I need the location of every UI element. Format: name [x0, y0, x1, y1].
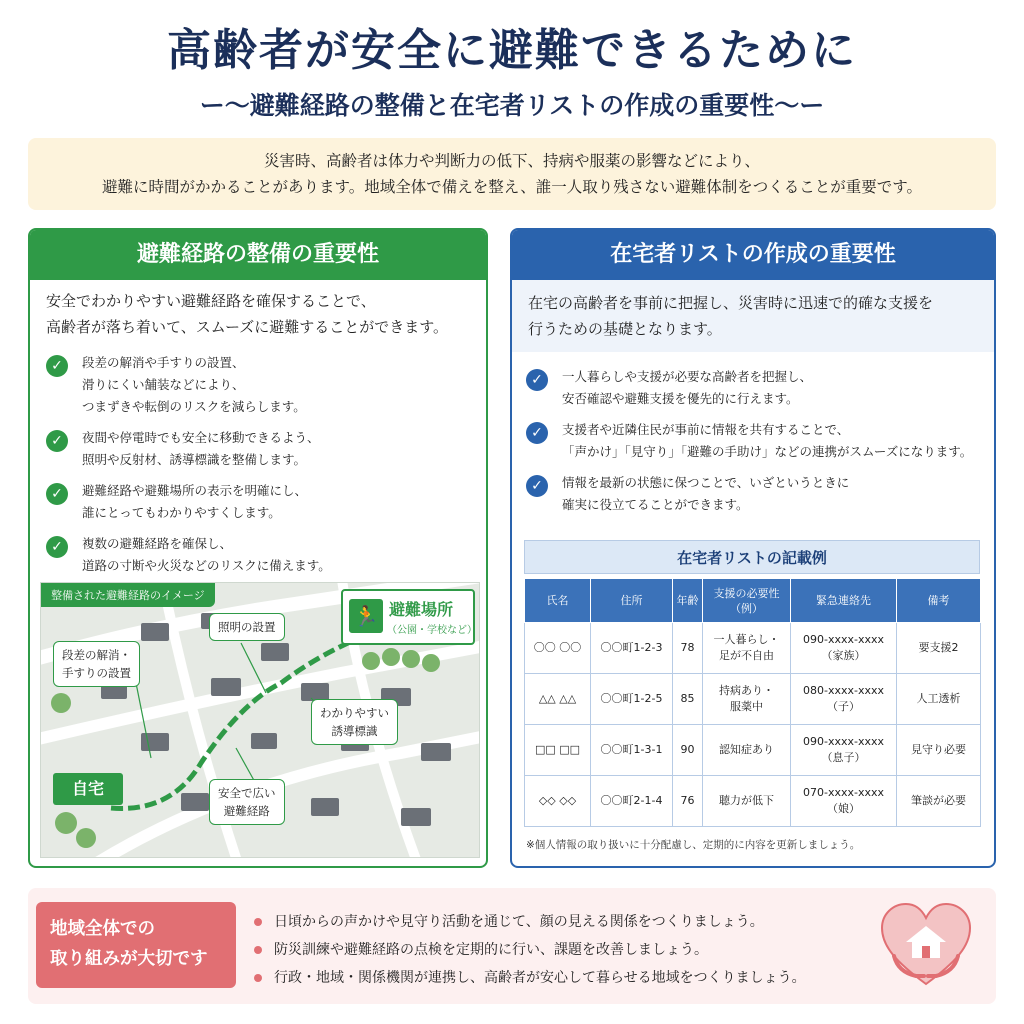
list-item — [46, 352, 476, 418]
bullet-text: 防災訓練や避難経路の点検を定期的に行い、課題を改善しましょう。 — [274, 942, 708, 958]
check-icon: ✓ — [526, 422, 548, 444]
table-cell: 筆談が必要 — [897, 776, 981, 827]
list-item — [254, 964, 806, 992]
list-item — [526, 472, 988, 516]
table-row — [525, 674, 981, 725]
intro-box — [28, 138, 996, 210]
check-text: 一人暮らしや支援が必要な高齢者を把握し、 安否確認や避難支援を優先的に行えます。 — [562, 369, 813, 406]
route-map-illustration — [40, 582, 480, 858]
list-item — [254, 908, 806, 936]
bullet-icon — [254, 974, 262, 982]
community-effort-banner — [28, 888, 996, 1004]
table-cell: 090-xxxx-xxxx （息子） — [791, 725, 897, 776]
community-effort-heading: 地域全体での 取り組みが大切です — [36, 902, 236, 988]
resident-list-panel — [510, 228, 996, 868]
table-row — [525, 725, 981, 776]
check-icon: ✓ — [46, 430, 68, 452]
intro-line-1: 災害時、高齢者は体力や判断力の低下、持病や服薬の影響などにより、 — [263, 152, 760, 170]
evacuation-route-lead — [30, 280, 486, 340]
table-cell: 〇〇町2-1-4 — [591, 776, 673, 827]
heart-house-icon — [876, 896, 976, 996]
check-icon: ✓ — [46, 536, 68, 558]
column-header: 支援の必要性 （例） — [703, 579, 791, 623]
bullet-icon — [254, 918, 262, 926]
column-header: 年齢 — [673, 579, 703, 623]
shelter-label — [341, 589, 475, 645]
list-item — [526, 419, 988, 463]
table-cell: ◇◇ ◇◇ — [525, 776, 591, 827]
lead-line-1: 安全でわかりやすい避難経路を確保することで、 — [46, 292, 376, 310]
bullet-icon — [254, 946, 262, 954]
check-text: 避難経路や避難場所の表示を明確にし、 誰にとってもわかりやすくします。 — [82, 483, 308, 520]
check-text: 支援者や近隣住民が事前に情報を共有することで、 「声かけ」「見守り」「避難の手助け」などの連携がスムーズになります。 — [562, 422, 973, 459]
table-cell: 〇〇 〇〇 — [525, 623, 591, 674]
table-cell: 90 — [673, 725, 703, 776]
check-icon: ✓ — [46, 355, 68, 377]
table-cell: 持病あり・ 服薬中 — [703, 674, 791, 725]
resident-table-section — [524, 540, 980, 852]
table-cell: 78 — [673, 623, 703, 674]
resident-list-lead — [512, 280, 994, 352]
table-cell: 見守り必要 — [897, 725, 981, 776]
check-text: 情報を最新の状態に保つことで、いざというときに 確実に役立てることができます。 — [562, 475, 850, 512]
bullet-text: 行政・地域・関係機関が連携し、高齢者が安心して暮らせる地域をつくりましょう。 — [274, 970, 806, 986]
column-header: 緊急連絡先 — [791, 579, 897, 623]
table-cell: 080-xxxx-xxxx （子） — [791, 674, 897, 725]
shelter-sub: （公園・学校など） — [387, 625, 477, 636]
callout-route: 安全で広い 避難経路 — [209, 779, 285, 825]
table-cell: △△ △△ — [525, 674, 591, 725]
callout-step: 段差の解消・ 手すりの設置 — [53, 641, 140, 687]
table-cell: 認知症あり — [703, 725, 791, 776]
table-cell: 一人暮らし・ 足が不自由 — [703, 623, 791, 674]
page-title: 高齢者が安全に避難できるために — [167, 25, 857, 76]
table-cell: 090-xxxx-xxxx （家族） — [791, 623, 897, 674]
resident-table — [524, 578, 981, 827]
check-icon: ✓ — [526, 475, 548, 497]
table-header-row — [525, 579, 981, 623]
table-row — [525, 623, 981, 674]
shelter-name: 避難場所 — [389, 600, 454, 619]
running-person-icon: 🏃 — [349, 599, 383, 633]
table-cell: □□ □□ — [525, 725, 591, 776]
table-cell: 85 — [673, 674, 703, 725]
resident-list-heading: 在宅者リストの作成の重要性 — [512, 230, 994, 280]
table-cell: 070-xxxx-xxxx （娘） — [791, 776, 897, 827]
table-cell: 76 — [673, 776, 703, 827]
column-header: 住所 — [591, 579, 673, 623]
callout-sign: わかりやすい 誘導標識 — [311, 699, 398, 745]
lead-line-1: 在宅の高齢者を事前に把握し、災害時に迅速で的確な支援を — [528, 294, 934, 312]
table-cell: 〇〇町1-2-5 — [591, 674, 673, 725]
evacuation-route-checklist — [30, 340, 486, 577]
page-subtitle: ー～避難経路の整備と在宅者リストの作成の重要性～ー — [199, 91, 825, 120]
column-header: 備考 — [897, 579, 981, 623]
list-item — [254, 936, 806, 964]
table-title: 在宅者リストの記載例 — [524, 540, 980, 574]
lead-line-2: 高齢者が落ち着いて、スムーズに避難することができます。 — [46, 318, 449, 336]
privacy-note: ※個人情報の取り扱いに十分配慮し、定期的に内容を更新しましょう。 — [526, 839, 861, 851]
table-cell: 聴力が低下 — [703, 776, 791, 827]
map-tag: 整備された避難経路のイメージ — [41, 583, 215, 607]
bullet-text: 日頃からの声かけや見守り活動を通じて、顔の見える関係をつくりましょう。 — [274, 914, 764, 930]
table-cell: 要支援2 — [897, 623, 981, 674]
evacuation-route-panel — [28, 228, 488, 868]
home-label: 自宅 — [53, 773, 123, 805]
check-icon: ✓ — [46, 483, 68, 505]
resident-list-checklist — [512, 352, 994, 516]
list-item — [46, 533, 476, 577]
list-item — [46, 427, 476, 471]
table-cell: 〇〇町1-3-1 — [591, 725, 673, 776]
evacuation-route-heading: 避難経路の整備の重要性 — [30, 230, 486, 280]
column-header: 氏名 — [525, 579, 591, 623]
list-item — [526, 366, 988, 410]
check-text: 複数の避難経路を確保し、 道路の寸断や火災などのリスクに備えます。 — [82, 536, 331, 573]
check-text: 夜間や停電時でも安全に移動できるよう、 照明や反射材、誘導標識を整備します。 — [82, 430, 320, 467]
table-cell: 人工透析 — [897, 674, 981, 725]
check-icon: ✓ — [526, 369, 548, 391]
lead-line-2: 行うための基礎となります。 — [528, 320, 722, 338]
community-effort-list — [254, 908, 806, 992]
callout-lighting: 照明の設置 — [209, 613, 285, 641]
list-item — [46, 480, 476, 524]
table-cell: 〇〇町1-2-3 — [591, 623, 673, 674]
check-text: 段差の解消や手すりの設置、 滑りにくい舗装などにより、 つまずきや転倒のリスクを減らします。 — [82, 355, 306, 414]
table-row — [525, 776, 981, 827]
intro-line-2: 避難に時間がかかることがあります。地域全体で備えを整え、誰一人取り残さない避難体制をつくることが重要です。 — [102, 178, 922, 196]
